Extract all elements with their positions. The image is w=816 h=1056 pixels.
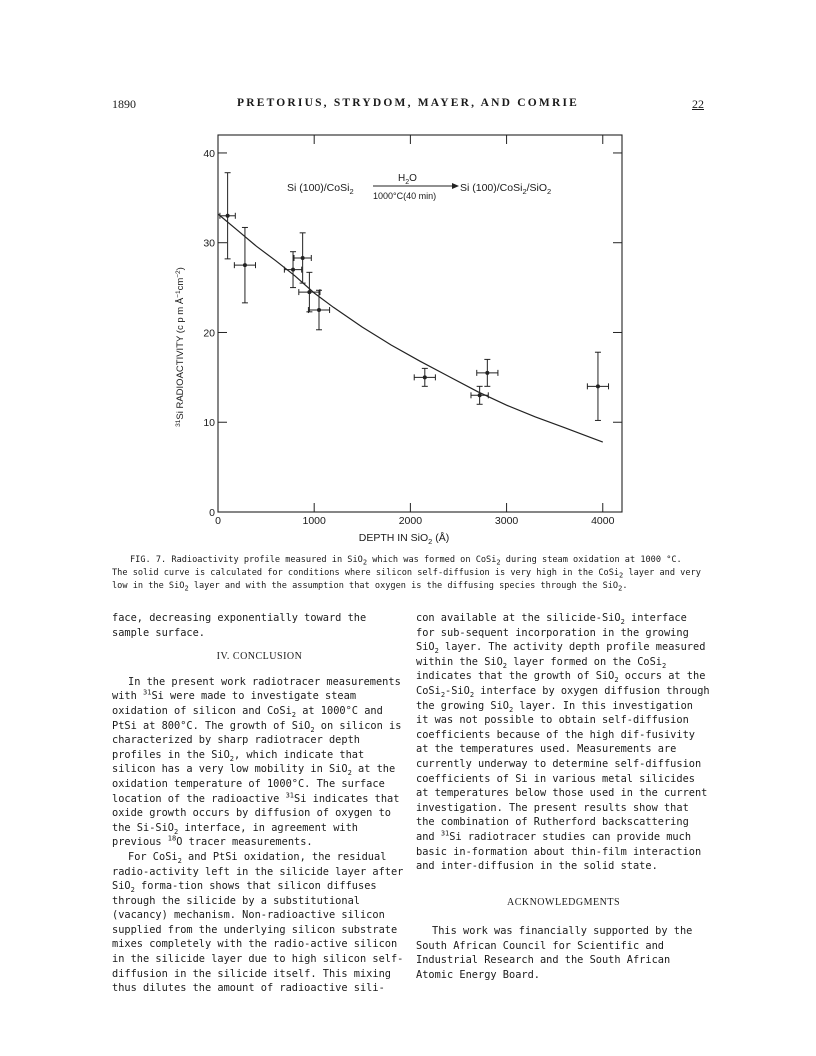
paragraph: For CoSi$_2$ and PtSi oxidation, the residual radio-activity left in the silicide layer after SiO$_2$ forma-tion shows that silicon diffuses through the silicide by a substitutional (vacancy) mechanism. Non-radioactive silicon supplied from the underlying silicon substrate mixes completely with the radio-active silicon in the silicide layer due to high silicon self-diffusion in the silicide itself. This mixing thus dilutes the amount of radioactive sili- [112,850,404,995]
point-marker [243,263,247,267]
y-axis-label: $^{31}$Si RADIOACTIVITY (c p m $Å^{-1}cm^{-2}$) [175,267,186,427]
point-marker [485,371,489,375]
y-tick-label: 20 [203,327,215,340]
x-tick-label: 4000 [591,515,615,527]
point-marker [596,384,600,388]
paragraph: In the present work radiotracer measurements with $^{31}$Si were made to investigate steam oxidation of silicon and CoSi$_2$ at 1000°C and PtSi at 800°C. The growth of SiO$_2$ on silicon is characterized by sharp radiotracer depth profiles in the SiO$_2$, which indicate that silicon has a very low mobility in SiO$_2$ at the oxidation temperature of 1000°C. The surface location of the radioactive $^{31}$Si indicates that oxide growth occurs by diffusion of oxygen to the Si-SiO$_2$ interface, in agreement with previous $^{18}$O tracer measurements. [112,675,402,849]
y-tick-label: 10 [203,417,215,430]
running-title: PRETORIUS, STRYDOM, MAYER, AND COMRIE [236,97,579,109]
annotation-top: $H_2O$ [398,173,417,186]
point-marker [301,256,305,260]
x-axis-label: DEPTH IN SiO$_2$ (Å) [358,532,450,546]
data-point [414,368,435,386]
data-point [299,272,320,311]
data-point [477,359,498,386]
section-heading: IV. CONCLUSION [216,651,303,663]
point-marker [423,375,427,379]
annotation-right: Si (100)/CoSi$_2$/SiO$_2$ [460,182,552,196]
point-marker [478,393,482,397]
reaction-annotation [287,173,551,201]
y-tick-label: 40 [203,147,215,160]
annotation-left: Si (100)/CoSi$_2$ [287,182,354,196]
point-marker [291,268,295,272]
data-point [234,227,255,302]
data-points [220,173,609,421]
paragraph: face, decreasing exponentially toward the sample surface. [112,612,367,639]
arrow-head [452,183,459,189]
acknowledgments-text: This work was financially supported by the South African Council for Scientific and Industrial Research and the South African Atomic Energy Board. [416,925,693,982]
x-tick-label: 2000 [398,515,423,527]
x-tick-label: 3000 [494,515,519,527]
data-point [587,352,608,420]
article-number: 22 [692,97,704,111]
data-point [294,233,311,283]
point-marker [317,308,321,312]
y-tick-label: 0 [209,507,215,519]
paragraph: con available at the silicide-SiO$_2$ interface for sub-sequent incorporation in the growing SiO$_2$ layer. The activity depth profile measured within the SiO$_2$ layer formed on the CoSi$_2$ indicates that the growth of SiO$_2$ occurs at the CoSi$_2$-SiO$_2$ interface by oxygen diffusion through the growing SiO$_2$ layer. In this investigation it was not possible to obtain self-diffusion coefficients because of the high dif-fusivity at the temperatures used. Measurements are currently underway to determine self-diffusion coefficients of Si in various metal silicides at temperatures below those used in the current investigation. The present results show that the combination of Rutherford backscattering and $^{31}$Si radiotracer studies can provide much basic in-formation about thin-film interaction and inter-diffusion in the solid state. [416,612,710,873]
y-tick-label: 30 [203,237,215,250]
figure-caption: FIG. 7. Radioactivity profile measured in SiO$_2$ which was formed on CoSi$_2$ during steam oxidation at 1000 °C. The solid curve is calculated for conditions where silicon self-diffusion is very high in the CoSi$_2$ layer and very low in the SiO$_2$ layer and with the assumption that oxygen is the diffusing species through the SiO$_2$. [112,555,701,593]
calculated-curve [218,214,603,442]
x-tick-label: 1000 [302,515,326,527]
x-tick-label: 0 [215,515,221,527]
data-point [284,252,301,288]
right-column [416,611,711,983]
data-point [220,173,235,259]
point-marker [226,214,230,218]
acknowledgments-heading: ACKNOWLEDGMENTS [506,896,621,908]
data-point [308,290,329,329]
left-column [112,611,407,996]
point-marker [307,290,311,294]
annotation-bottom: 1000°C(40 min) [373,191,437,201]
page-number: 1890 [112,97,136,111]
tick-labels [203,148,614,527]
